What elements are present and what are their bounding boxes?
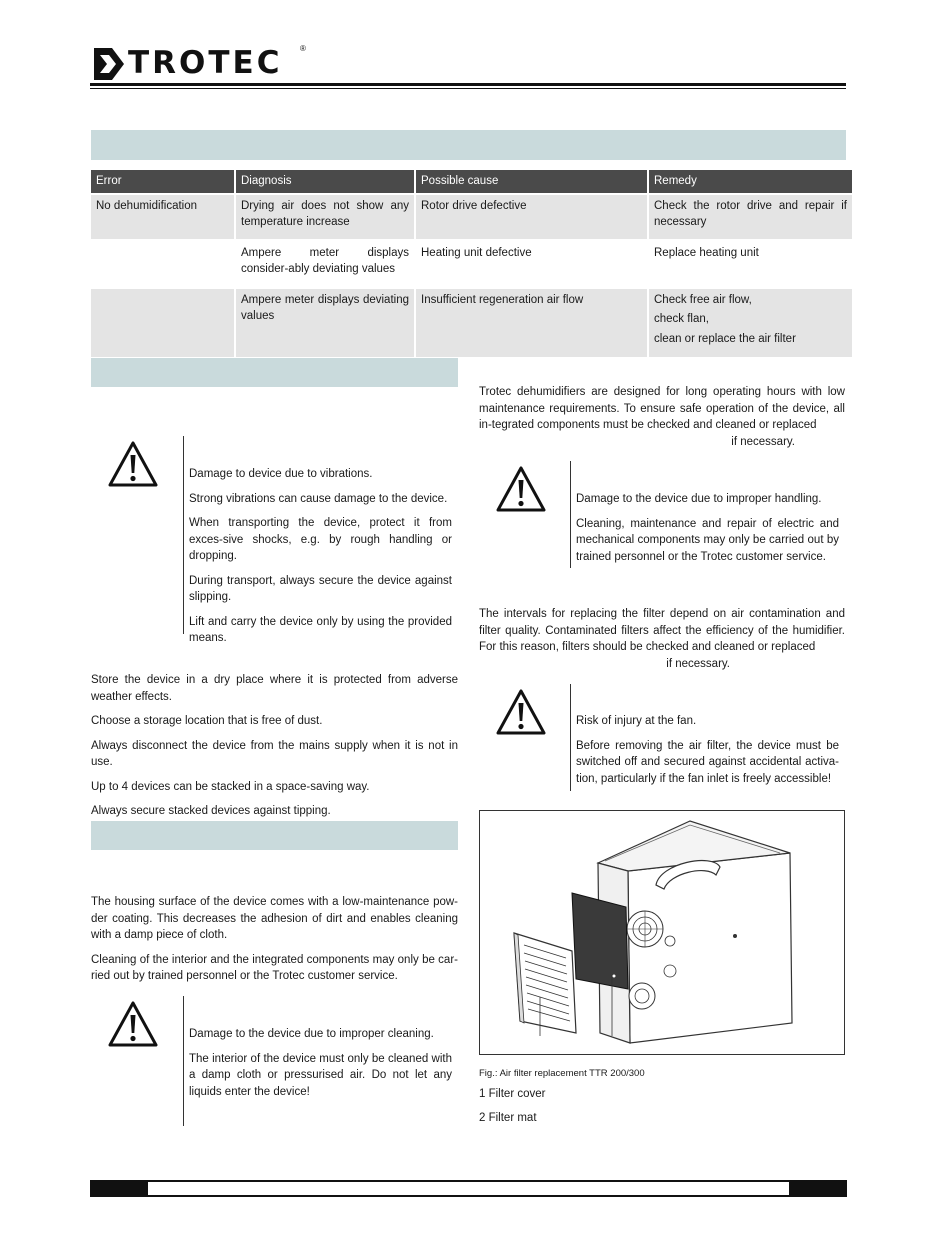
warning-triangle-icon xyxy=(107,1000,159,1048)
transport-warning-text xyxy=(189,466,452,655)
maintenance-intro xyxy=(479,384,845,450)
error-table xyxy=(89,170,854,357)
section-heading-band-transport xyxy=(91,358,458,387)
warning-triangle-icon xyxy=(495,688,547,736)
table-cell: No dehumidification xyxy=(91,195,234,239)
table-cell: Ampere meter displays consider-ably deviating values xyxy=(241,246,409,275)
warning-rule xyxy=(183,436,184,634)
table-cell xyxy=(91,239,234,289)
table-header-row xyxy=(91,170,852,195)
table-cell xyxy=(91,289,234,358)
warning-line: Cleaning, maintenance and repair of electric and mechanical components may only be carried out by trained personnel or the Trotec customer service. xyxy=(576,517,839,563)
table-cell: Rotor drive defective xyxy=(416,195,647,239)
storage-line: Choose a storage location that is free of dust. xyxy=(91,715,323,727)
table-cell: Insufficient regeneration air flow xyxy=(416,289,647,358)
warning-title: Damage to the device due to improper handling. xyxy=(576,493,822,505)
figure-legend xyxy=(479,1086,845,1134)
table-cell: Drying air does not show any temperature increase xyxy=(236,195,414,239)
device-drawing-icon xyxy=(480,811,844,1054)
legend-item: 2 Filter mat xyxy=(479,1112,537,1124)
column-header: Possible cause xyxy=(416,170,647,195)
table-row xyxy=(91,289,852,358)
cleaning-paragraph: Cleaning of the interior and the integrated components may only be car-ried out by trained personnel or the Trotec customer service. xyxy=(91,953,458,982)
trotec-logo xyxy=(92,44,322,84)
filter-intro-tail: if necessary. xyxy=(666,657,730,670)
footer-inner-panel xyxy=(148,1182,789,1195)
storage-text xyxy=(91,672,458,828)
header-rule xyxy=(90,83,846,86)
filter-intro xyxy=(479,606,845,672)
warning-rule xyxy=(570,684,571,791)
remedy-line: Check free air flow, xyxy=(654,293,752,306)
registered-mark: ® xyxy=(300,44,306,53)
warning-title: Damage to device due to vibrations. xyxy=(189,468,373,480)
table-cell: Check the rotor drive and repair if necessary xyxy=(649,195,852,239)
warning-triangle-icon xyxy=(495,465,547,513)
cleaning-text xyxy=(91,894,458,993)
legend-item: 1 Filter cover xyxy=(479,1088,546,1100)
figure-caption: Fig.: Air filter replacement TTR 200/300 xyxy=(479,1068,645,1079)
storage-line: Up to 4 devices can be stacked in a space-saving way. xyxy=(91,780,370,793)
filter-replacement-figure xyxy=(479,810,845,1055)
maintenance-intro-text: Trotec dehumidifiers are designed for long operating hours with low maintenance requirements. To ensure safe operation of the device, all in-tegrated components must be checked and cleaned or replaced xyxy=(479,386,845,431)
storage-line: Always secure stacked devices against tipping. xyxy=(91,805,331,817)
storage-line: Always disconnect the device from the mains supply when it is not in use. xyxy=(91,739,458,768)
column-header: Error xyxy=(91,170,234,195)
fan-warning-text xyxy=(576,713,839,795)
header-rule-thin xyxy=(90,88,846,89)
cleaning-warning-text xyxy=(189,1026,452,1108)
storage-line: Store the device in a dry place where it is protected from adverse weather effects. xyxy=(91,674,458,703)
warning-line: Strong vibrations can cause damage to the device. xyxy=(189,492,448,505)
warning-line: When transporting the device, protect it from exces-sive shocks, e.g. by rough handling or dropping. xyxy=(189,517,452,562)
filter-intro-text: The intervals for replacing the filter depend on air contamination and filter quality. Contaminated filters affect the efficiency of the humidifier. For this reason, filters should be checked and cleaned or replaced xyxy=(479,608,845,653)
table-cell: Heating unit defective xyxy=(421,246,532,259)
warning-line: During transport, always secure the device against slipping. xyxy=(189,574,452,603)
table-row xyxy=(91,195,852,239)
warning-line: The interior of the device must only be cleaned with a damp cloth or pressurised air. Do not let any liquids enter the device! xyxy=(189,1052,452,1098)
cleaning-paragraph: The housing surface of the device comes with a low-maintenance pow-der coating. This decreases the adhesion of dirt and enables cleaning with a damp piece of cloth. xyxy=(91,896,458,941)
brand-name: TROTEC xyxy=(128,45,283,81)
table-cell-remedy xyxy=(649,289,852,358)
table-cell: Ampere meter displays deviating values xyxy=(236,289,414,358)
column-header: Diagnosis xyxy=(236,170,414,195)
table-row xyxy=(91,239,852,289)
maintenance-warning-text xyxy=(576,491,839,573)
column-header: Remedy xyxy=(649,170,852,195)
warning-title: Damage to the device due to improper cleaning. xyxy=(189,1028,434,1040)
remedy-line: check flan, xyxy=(654,313,709,325)
warning-line: Before removing the air filter, the device must be switched off and secured against accidental activa-tion, particularly if the fan inlet is freely accessible! xyxy=(576,739,839,785)
maintenance-intro-tail: if necessary. xyxy=(731,435,795,448)
warning-line: Lift and carry the device only by using the provided means. xyxy=(189,615,452,644)
warning-rule xyxy=(570,461,571,568)
warning-triangle-icon xyxy=(107,440,159,488)
warning-rule xyxy=(183,996,184,1126)
section-heading-band-cleaning xyxy=(91,821,458,850)
table-cell: Replace heating unit xyxy=(654,246,759,259)
remedy-line: clean or replace the air filter xyxy=(654,332,796,345)
warning-title: Risk of injury at the fan. xyxy=(576,715,697,727)
trotec-logo-mark-icon xyxy=(92,46,126,82)
section-heading-band-errors xyxy=(91,130,846,160)
